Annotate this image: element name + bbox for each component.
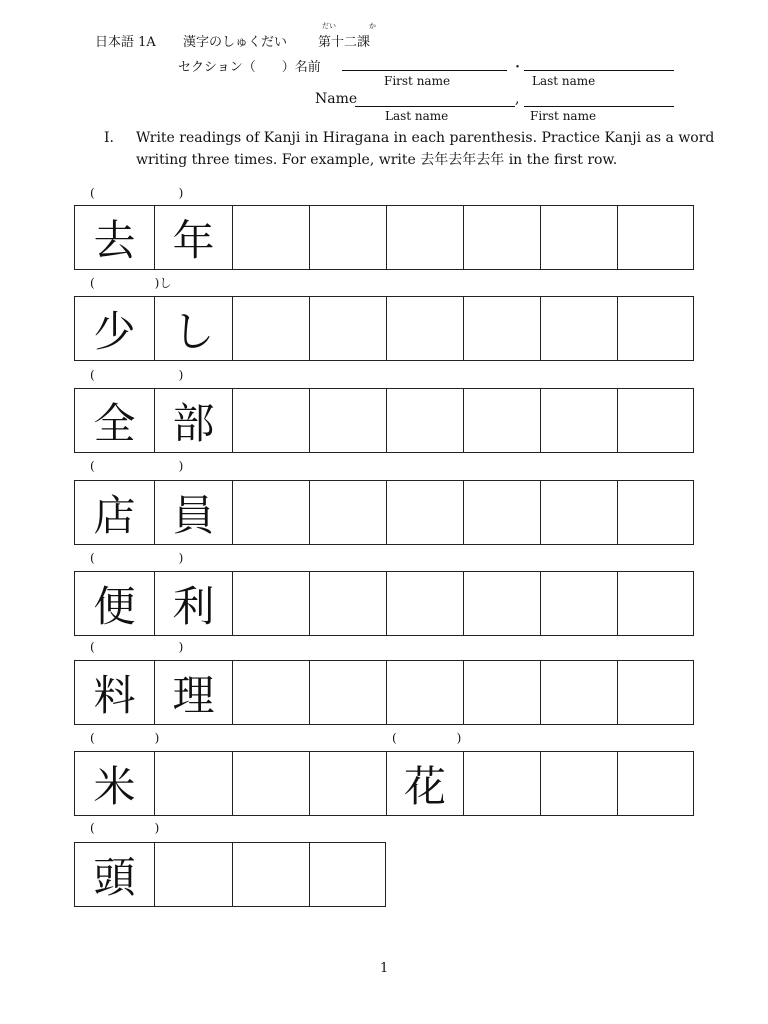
practice-cell[interactable] <box>387 572 464 636</box>
practice-row <box>74 205 694 270</box>
practice-cell[interactable] <box>618 572 694 636</box>
practice-cell[interactable] <box>310 206 387 270</box>
practice-cell[interactable] <box>233 843 310 907</box>
practice-cell[interactable] <box>618 206 694 270</box>
reading-parenthesis[interactable]: ( ) <box>90 640 184 654</box>
worksheet-title: 漢字のしゅくだい <box>183 35 288 50</box>
reading-parenthesis[interactable]: ( ) <box>90 821 160 835</box>
practice-row <box>74 660 694 725</box>
practice-cell[interactable] <box>387 389 464 453</box>
lesson-number: 第十二課 <box>318 35 371 50</box>
practice-cell[interactable] <box>310 389 387 453</box>
practice-cell[interactable] <box>618 481 694 545</box>
reading-parenthesis[interactable]: ( ) <box>90 186 184 200</box>
first-name-caption-2: First name <box>530 109 597 123</box>
practice-row <box>74 842 386 907</box>
practice-cell[interactable] <box>233 661 310 725</box>
practice-cell[interactable] <box>464 752 541 816</box>
kanji-cell: 便 <box>75 572 155 636</box>
practice-cell[interactable] <box>618 661 694 725</box>
first-name-line-1[interactable] <box>342 70 507 71</box>
practice-cell[interactable] <box>464 572 541 636</box>
kanji-cell: 米 <box>75 752 155 816</box>
practice-cell[interactable] <box>464 481 541 545</box>
practice-cell[interactable] <box>541 206 618 270</box>
reading-parenthesis[interactable]: ( )し <box>90 276 172 290</box>
practice-row <box>74 571 694 636</box>
kanji-cell: 店 <box>75 481 155 545</box>
kanji-cell: 花 <box>387 752 464 816</box>
practice-cell[interactable] <box>387 661 464 725</box>
practice-cell[interactable] <box>233 752 310 816</box>
practice-cell[interactable] <box>464 389 541 453</box>
practice-cell[interactable] <box>310 572 387 636</box>
kanji-cell: 少 <box>75 297 155 361</box>
practice-cell[interactable] <box>618 297 694 361</box>
practice-cell[interactable] <box>233 481 310 545</box>
kanji-cell: 料 <box>75 661 155 725</box>
practice-cell[interactable] <box>310 297 387 361</box>
section-label: セクション（ ）名前 <box>178 60 321 75</box>
practice-cell[interactable] <box>310 481 387 545</box>
practice-cell[interactable] <box>233 206 310 270</box>
last-name-line-2[interactable] <box>355 106 515 107</box>
practice-cell[interactable] <box>233 572 310 636</box>
last-name-caption-2: Last name <box>385 109 449 123</box>
reading-parenthesis[interactable]: ( ) <box>90 551 184 565</box>
lesson-ruby-2: か <box>369 22 376 30</box>
practice-cell[interactable] <box>233 389 310 453</box>
practice-cell[interactable] <box>310 661 387 725</box>
kanji-cell: 員 <box>155 481 233 545</box>
practice-row <box>74 480 694 545</box>
course-label: 日本語 1A <box>95 35 156 50</box>
practice-cell[interactable] <box>541 661 618 725</box>
practice-cell[interactable] <box>464 297 541 361</box>
reading-parenthesis[interactable]: ( ) <box>90 731 160 745</box>
practice-cell[interactable] <box>387 206 464 270</box>
practice-cell[interactable] <box>541 572 618 636</box>
kanji-cell: 頭 <box>75 843 155 907</box>
last-name-caption-1: Last name <box>532 74 596 88</box>
practice-row <box>74 751 694 816</box>
practice-cell[interactable] <box>310 843 386 907</box>
name-separator-dot: ・ <box>511 60 525 75</box>
kanji-cell: 理 <box>155 661 233 725</box>
instruction-line-1: Write readings of Kanji in Hiragana in each parenthesis. Practice Kanji as a word <box>136 130 715 146</box>
name-comma: , <box>515 91 520 107</box>
practice-cell[interactable] <box>618 752 694 816</box>
kanji-cell: 年 <box>155 206 233 270</box>
practice-cell[interactable] <box>541 481 618 545</box>
practice-row <box>74 388 694 453</box>
page-number: 1 <box>380 961 389 976</box>
practice-cell[interactable] <box>541 389 618 453</box>
kanji-cell: 利 <box>155 572 233 636</box>
practice-cell[interactable] <box>464 661 541 725</box>
practice-cell[interactable] <box>541 297 618 361</box>
practice-cell[interactable] <box>464 206 541 270</box>
practice-cell[interactable] <box>155 843 233 907</box>
practice-cell[interactable] <box>618 389 694 453</box>
practice-cell[interactable] <box>310 752 387 816</box>
practice-row <box>74 296 694 361</box>
kanji-cell: 全 <box>75 389 155 453</box>
practice-cell[interactable] <box>155 752 233 816</box>
kanji-cell: し <box>155 297 233 361</box>
lesson-ruby-1: だい <box>322 22 336 30</box>
name-label: Name <box>315 91 358 107</box>
instruction-number: I. <box>104 130 114 146</box>
first-name-caption-1: First name <box>384 74 451 88</box>
last-name-line-1[interactable] <box>524 70 674 71</box>
kanji-cell: 去 <box>75 206 155 270</box>
kanji-cell: 部 <box>155 389 233 453</box>
reading-parenthesis[interactable]: ( ) <box>90 459 184 473</box>
practice-cell[interactable] <box>387 481 464 545</box>
reading-parenthesis[interactable]: ( ) <box>90 368 184 382</box>
reading-parenthesis[interactable]: ( ) <box>392 731 462 745</box>
instruction-line-2: writing three times. For example, write 去年去年去年 in the first row. <box>136 152 618 168</box>
practice-cell[interactable] <box>387 297 464 361</box>
practice-cell[interactable] <box>233 297 310 361</box>
practice-cell[interactable] <box>541 752 618 816</box>
first-name-line-2[interactable] <box>524 106 674 107</box>
